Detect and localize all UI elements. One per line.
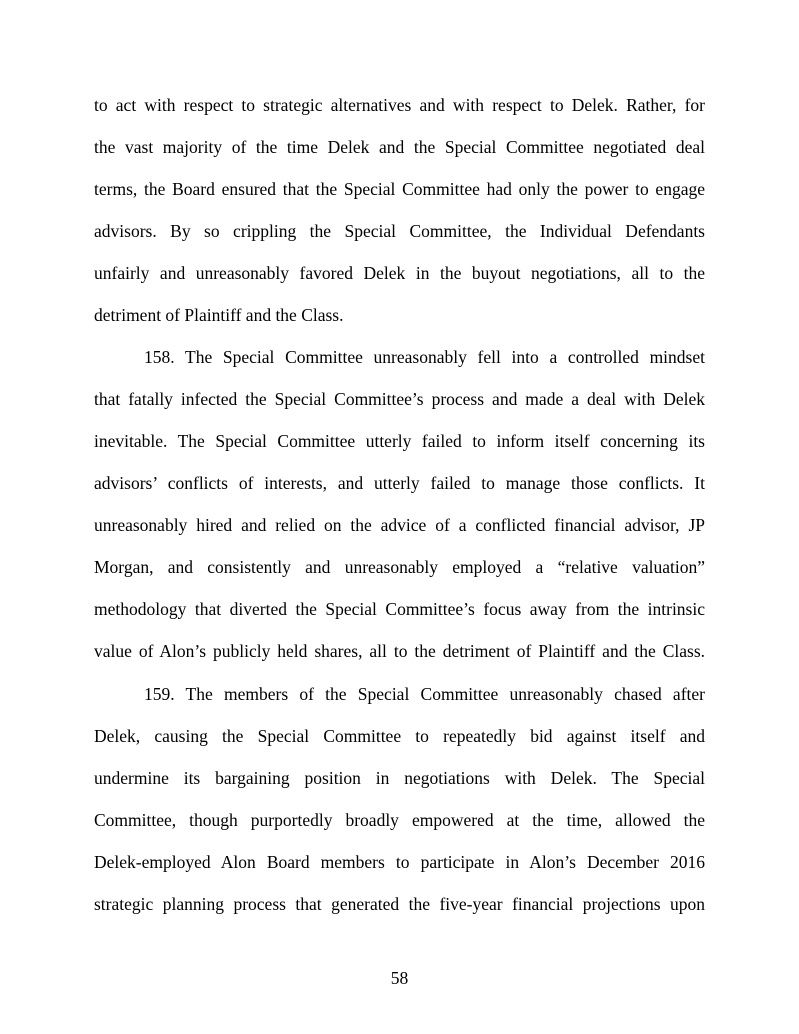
text-line: Delek, causing the Special Committee to repeatedly bid against itself and xyxy=(94,726,705,746)
text-line: Delek-employed Alon Board members to participate in Alon’s December 2016 xyxy=(94,852,705,872)
text-line: inevitable. The Special Committee utterly failed to inform itself concerning its xyxy=(94,431,705,451)
text-line: advisors’ conflicts of interests, and utterly failed to manage those conflicts. It xyxy=(94,473,705,493)
text-line: Committee, though purportedly broadly empowered at the time, allowed the xyxy=(94,810,705,830)
text-line: detriment of Plaintiff and the Class. xyxy=(94,305,344,325)
text-line: methodology that diverted the Special Committee’s focus away from the intrinsic xyxy=(94,599,705,619)
text-line: terms, the Board ensured that the Special Committee had only the power to engage xyxy=(94,179,705,199)
text-line: the vast majority of the time Delek and the Special Committee negotiated deal xyxy=(94,137,705,157)
text-line: advisors. By so crippling the Special Committee, the Individual Defendants xyxy=(94,221,705,241)
paragraph-first-line: 158. The Special Committee unreasonably fell into a controlled mindset xyxy=(144,347,705,367)
text-line: unfairly and unreasonably favored Delek in the buyout negotiations, all to the xyxy=(94,263,705,283)
paragraph-first-line: 159. The members of the Special Committee unreasonably chased after xyxy=(144,684,705,704)
text-line: that fatally infected the Special Committee’s process and made a deal with Delek xyxy=(94,389,705,409)
text-line: unreasonably hired and relied on the advice of a conflicted financial advisor, JP xyxy=(94,515,705,535)
text-line: to act with respect to strategic alternatives and with respect to Delek. Rather, for xyxy=(94,95,705,115)
text-line: strategic planning process that generated the five-year financial projections upon xyxy=(94,894,705,914)
text-line: value of Alon’s publicly held shares, all to the detriment of Plaintiff and the Class. xyxy=(94,641,705,661)
text-line: Morgan, and consistently and unreasonably employed a “relative valuation” xyxy=(94,557,705,577)
page-number: 58 xyxy=(390,968,409,988)
text-line: undermine its bargaining position in negotiations with Delek. The Special xyxy=(94,768,705,788)
